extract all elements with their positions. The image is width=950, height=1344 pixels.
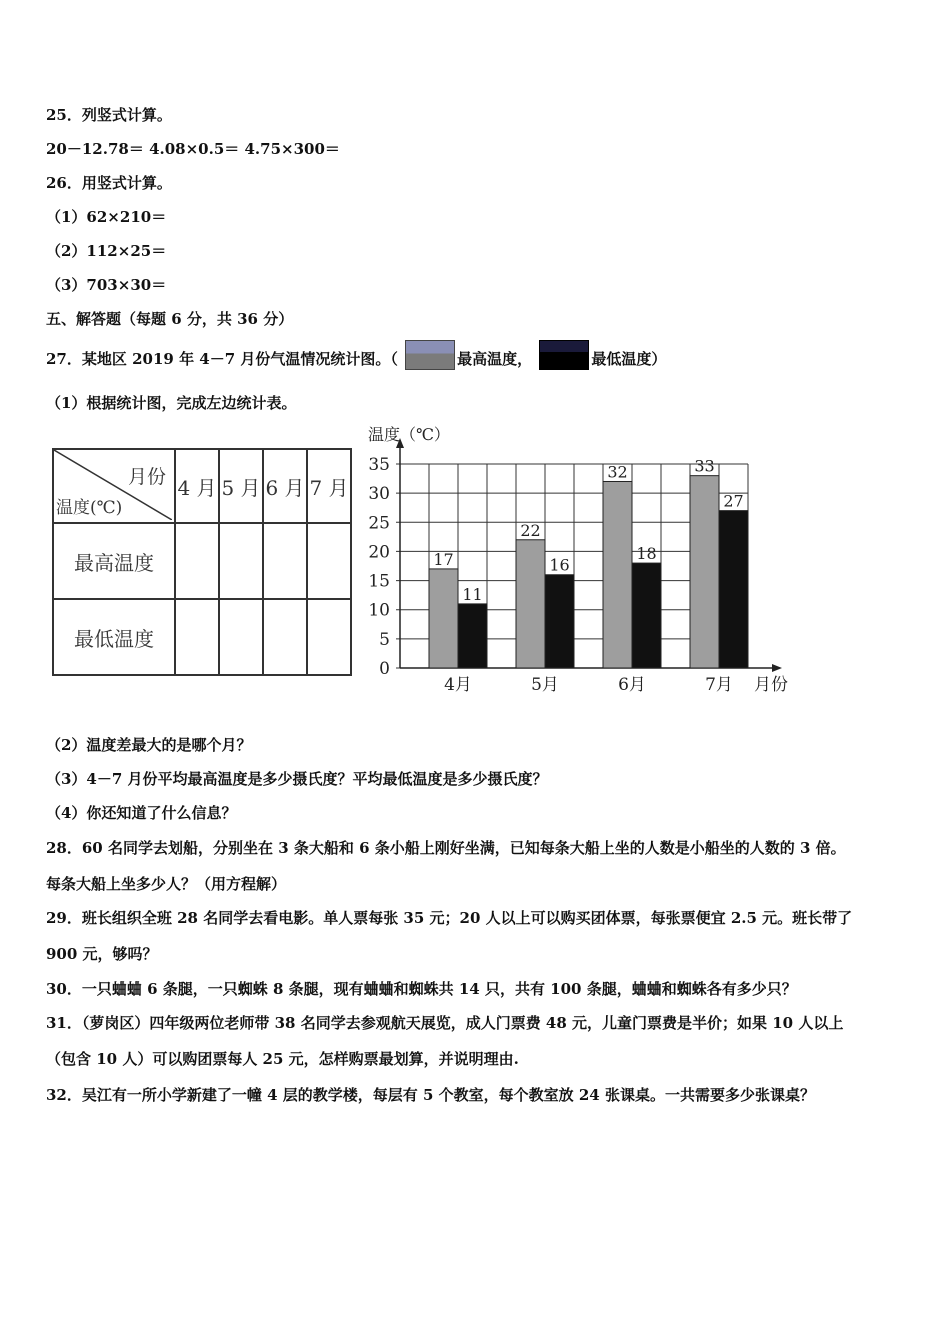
cell-low-7[interactable] <box>307 599 351 675</box>
q25-title: 25．列竖式计算。 <box>46 106 172 124</box>
y-tick-label: 20 <box>368 542 390 563</box>
section-5-heading: 五、解答题（每题 6 分，共 36 分） <box>46 310 294 328</box>
table-diagonal-header <box>53 449 175 523</box>
q27-title: 27．某地区 2019 年 4－7 月份气温情况统计图。（ <box>46 350 398 368</box>
q32: 32．吴江有一所小学新建了一幢 4 层的教学楼，每层有 5 个教室，每个教室放 24 张课桌。一共需要多少张课桌？ <box>46 1086 815 1104</box>
bar-high <box>690 476 719 668</box>
month-col-7: 7 月 <box>307 449 351 523</box>
q28-line1: 28．60 名同学去划船，分别坐在 3 条大船和 6 条小船上刚好坐满，已知每条大船上坐的人数是小船坐的人数的 3 倍。 <box>46 839 846 857</box>
bar-high <box>603 481 632 668</box>
q28-line2: 每条大船上坐多少人？（用方程解） <box>46 875 287 893</box>
q27-sub2: （2）温度差最大的是哪个月？ <box>46 736 252 754</box>
q29-line2: 900 元，够吗？ <box>46 945 158 963</box>
legend-high-label: 最高温度， <box>457 350 533 368</box>
y-tick-label: 25 <box>368 513 390 534</box>
cell-high-7[interactable] <box>307 523 351 599</box>
bar-value-label: 18 <box>636 544 657 564</box>
header-temp-label: 温度(℃) <box>56 498 123 518</box>
bar-value-label: 32 <box>607 462 628 482</box>
bar-value-label: 22 <box>520 520 541 540</box>
q27-sub4: （4）你还知道了什么信息？ <box>46 804 237 822</box>
bar-low <box>545 575 574 668</box>
statistics-table <box>52 448 352 676</box>
cell-low-5[interactable] <box>219 599 263 675</box>
y-tick-label: 10 <box>368 600 390 621</box>
bar-high <box>516 540 545 668</box>
y-tick-label: 15 <box>368 571 390 592</box>
bar-low <box>458 604 487 668</box>
bar-value-label: 16 <box>549 555 570 575</box>
cell-low-4[interactable] <box>175 599 219 675</box>
cell-high-5[interactable] <box>219 523 263 599</box>
q26-item-3: （3）703×30＝ <box>46 276 167 294</box>
cell-high-6[interactable] <box>263 523 307 599</box>
header-month-label: 月份 <box>127 466 166 488</box>
x-tick-label: 4月 <box>444 675 472 695</box>
cell-low-6[interactable] <box>263 599 307 675</box>
q31-line1: 31．（萝岗区）四年级两位老师带 38 名同学去参观航天展览，成人门票费 48 元，儿童门票费是半价；如果 10 人以上 <box>46 1014 844 1032</box>
bar-low <box>719 511 748 668</box>
y-tick-label: 35 <box>368 455 390 475</box>
y-tick-label: 0 <box>379 659 390 679</box>
q27-sub1: （1）根据统计图，完成左边统计表。 <box>46 394 297 412</box>
y-tick-label: 5 <box>379 629 390 650</box>
x-tick-label: 7月 <box>705 675 733 695</box>
legend-low-label: 最低温度） <box>591 350 667 368</box>
q26-item-1: （1）62×210＝ <box>46 208 167 226</box>
bar-high <box>429 569 458 668</box>
legend-low-swatch <box>539 340 589 370</box>
q30: 30．一只蛐蛐 6 条腿，一只蜘蛛 8 条腿，现有蛐蛐和蜘蛛共 14 只，共有 100 条腿，蛐蛐和蜘蛛各有多少只？ <box>46 980 797 998</box>
q31-line2: （包含 10 人）可以购团票每人 25 元，怎样购票最划算，并说明理由. <box>46 1050 519 1068</box>
cell-high-4[interactable] <box>175 523 219 599</box>
row-high-label: 最高温度 <box>53 523 175 599</box>
x-axis-arrow <box>772 664 782 672</box>
q27-title-line <box>46 340 666 370</box>
row-low-label: 最低温度 <box>53 599 175 675</box>
month-col-5: 5 月 <box>219 449 263 523</box>
bar-value-label: 33 <box>694 456 715 476</box>
bar-value-label: 17 <box>433 549 454 569</box>
q25-items: 20－12.78＝ 4.08×0.5＝ 4.75×300＝ <box>46 140 340 158</box>
q26-item-2: （2）112×25＝ <box>46 242 167 260</box>
q27-sub3: （3）4－7 月份平均最高温度是多少摄氏度？平均最低温度是多少摄氏度？ <box>46 770 548 788</box>
bar-low <box>632 563 661 668</box>
x-tick-label: 5月 <box>531 675 559 695</box>
bar-value-label: 11 <box>462 584 483 604</box>
q26-title: 26．用竖式计算。 <box>46 174 172 192</box>
month-col-6: 6 月 <box>263 449 307 523</box>
temperature-bar-chart <box>360 420 800 700</box>
q29-line1: 29．班长组织全班 28 名同学去看电影。单人票每张 35 元；20 人以上可以购买团体票，每张票便宜 2.5 元。班长带了 <box>46 909 853 927</box>
y-axis-title: 温度（℃） <box>368 425 450 444</box>
bar-value-label: 27 <box>723 491 744 511</box>
month-col-4: 4 月 <box>175 449 219 523</box>
legend-high-swatch <box>405 340 455 370</box>
x-tick-label: 6月 <box>618 675 646 695</box>
y-tick-label: 30 <box>368 484 390 505</box>
x-axis-title: 月份 <box>754 675 788 695</box>
